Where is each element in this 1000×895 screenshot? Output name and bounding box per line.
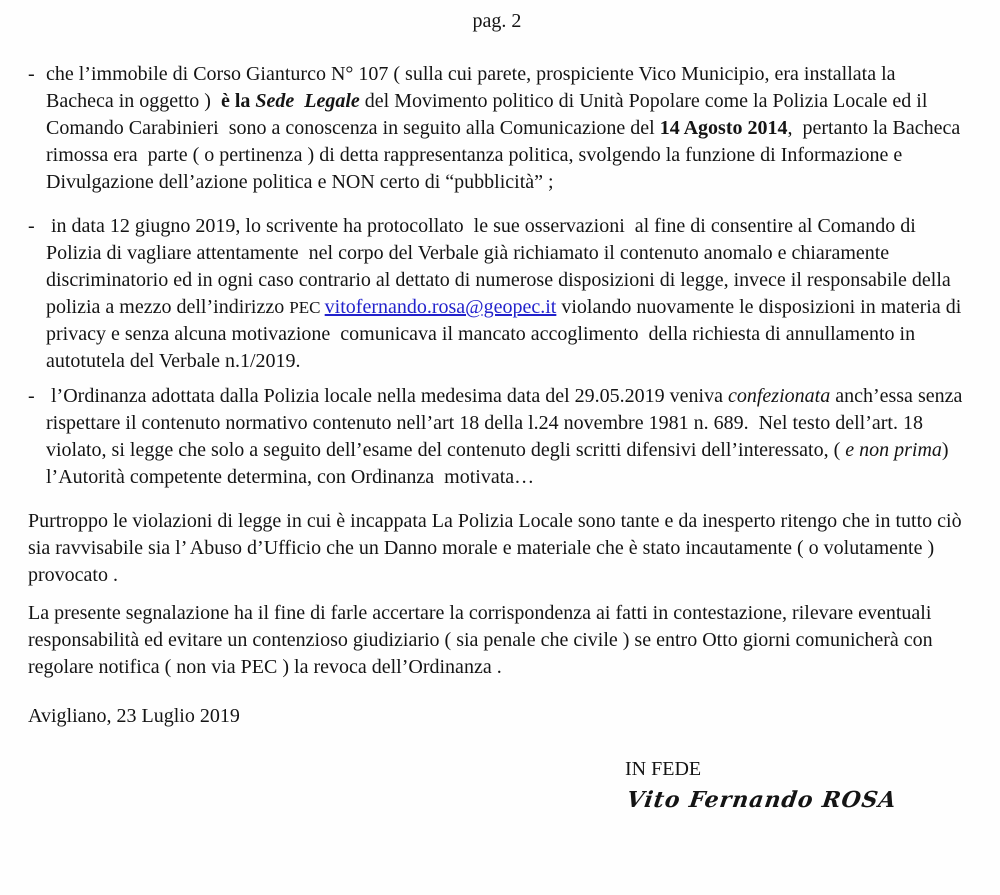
paragraph-violazioni bbox=[28, 508, 966, 589]
bullet-dash: - bbox=[28, 215, 35, 237]
paragraph-text: che l’immobile di Corso Gianturco N° 107 ( sulla cui parete, prospiciente Vico Municipio, era installata la Bacheca in oggetto ) è la Sede Legale del Movimento politico di Unità Popolare come la Polizia Locale ed il Comando Carabinieri sono a conoscenza in seguito alla Comunicazione del 14 Agosto 2014, pertanto la Bacheca rimossa era parte ( o pertinenza ) di detta rappresentanza politica, svolgendo la funzione di Informazione e Divulgazione dell’azione politica e NON certo di “pubblicità” ; bbox=[46, 63, 966, 193]
bullet-dash: - bbox=[28, 63, 35, 85]
closing-block bbox=[625, 756, 966, 813]
paragraph-text: Purtroppo le violazioni di legge in cui è incappata La Polizia Locale sono tante e da inesperto ritengo che in tutto ciò sia ravvisabile sia l’ Abuso d’Ufficio che un Danno morale e materiale che è stato incautamente ( o volutamente ) provocato . bbox=[28, 510, 967, 586]
dateline: Avigliano, 23 Luglio 2019 bbox=[28, 705, 240, 727]
paragraph-osservazioni-pec bbox=[28, 213, 966, 375]
signature-text: Vito Fernando ROSA bbox=[625, 787, 899, 813]
paragraph-text: in data 12 giugno 2019, lo scrivente ha protocollato le sue osservazioni al fine di consentire al Comando di Polizia di vagliare attentamente nel corpo del Verbale già richiamato il contenuto anomalo e chiaramente discriminatorio ed in ogni caso contrario al dettato di numerose disposizioni di legge, invece il responsabile della polizia a mezzo dell’indirizzo PEC vitofernando.rosa@geopec.it violando nuovamente le disposizioni in materia di privacy e senza alcuna motivazione comunicava il mancato accoglimento della richiesta di annullamento in autotutela del Verbale n.1/2019. bbox=[46, 215, 967, 372]
paragraph-immobile-sede-legale bbox=[28, 61, 966, 196]
in-fede-label: IN FEDE bbox=[625, 758, 702, 780]
page-number: pag. 2 bbox=[472, 10, 522, 32]
paragraph-segnalazione bbox=[28, 600, 966, 681]
bullet-dash: - bbox=[28, 385, 35, 407]
pec-email-link[interactable]: vitofernando.rosa@geopec.it bbox=[324, 296, 557, 318]
paragraph-text: l’Ordinanza adottata dalla Polizia locale nella medesima data del 29.05.2019 veniva confezionata anch’essa senza rispettare il contenuto normativo contenuto nell’art 18 della l.24 novembre 1981 n. 689. Nel testo dell’art. 18 violato, si legge che solo a seguito dell’esame del contenuto degli scritti difensivi dell’interessato, ( e non prima) l’Autorità competente determina, con Ordinanza motivata… bbox=[46, 385, 968, 488]
paragraph-ordinanza bbox=[28, 383, 966, 491]
paragraph-text: La presente segnalazione ha il fine di farle accertare la corrispondenza ai fatti in contestazione, rilevare eventuali responsabilità ed evitare un contenzioso giudiziario ( sia penale che civile ) se entro Otto giorni comunicherà con regolare notifica ( non via PEC ) la revoca dell’Ordinanza . bbox=[28, 602, 938, 678]
